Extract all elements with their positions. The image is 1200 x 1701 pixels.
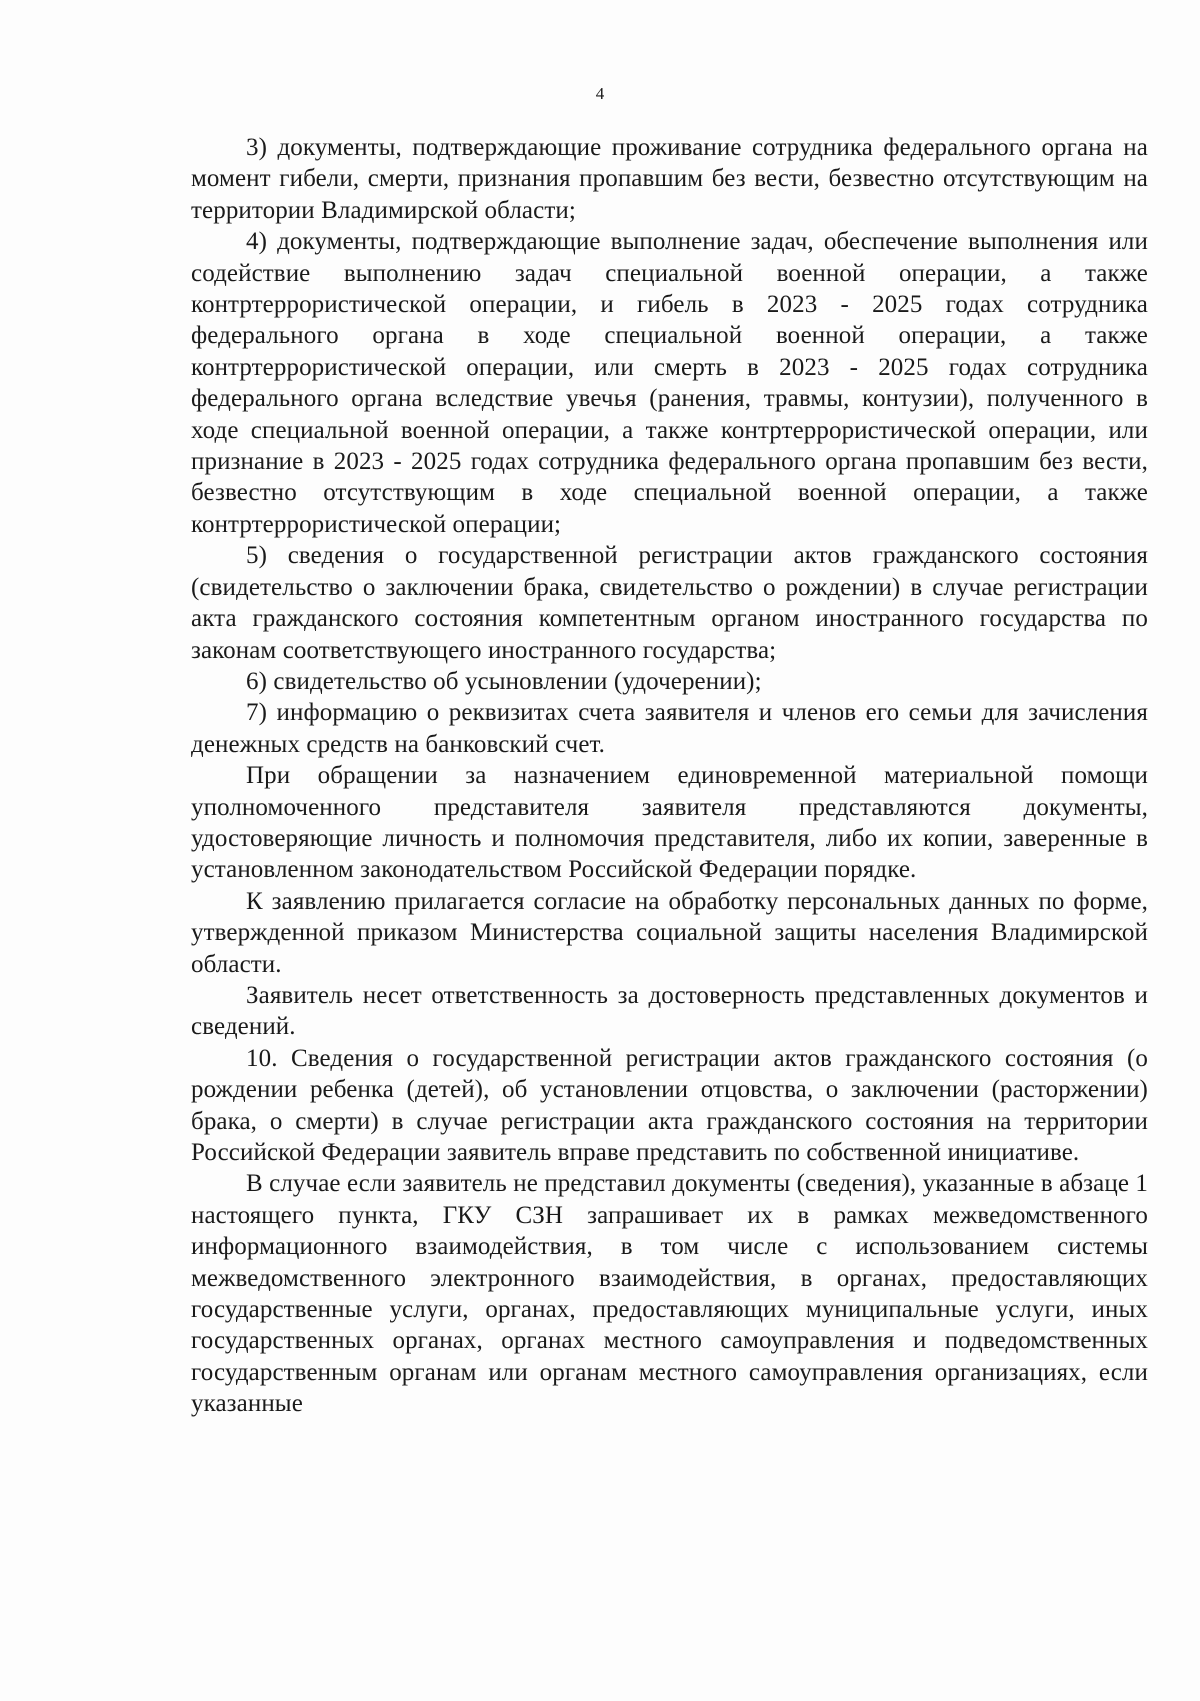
list-item-5: 5) сведения о государственной регистрации актов гражданского состояния (свидетельство о заключении брака, свидетельство о рождении) в случае регистрации акта гражданского состояния компетентным органом иностранного государства по законам соответствующего иностранного государства; bbox=[191, 542, 1148, 664]
document-body bbox=[191, 132, 1148, 1420]
consent-paragraph: К заявлению прилагается согласие на обработку персональных данных по форме, утвержденной приказом Министерства социальной защиты населения Владимирской области. bbox=[191, 887, 1148, 978]
list-item-7: 7) информацию о реквизитах счета заявителя и членов его семьи для зачисления денежных средств на банковский счет. bbox=[191, 699, 1148, 758]
section-10-paragraph: 10. Сведения о государственной регистрации актов гражданского состояния (о рождении ребенка (детей), об установлении отцовства, о заключении (расторжении) брака, о смерти) в случае регистрации акта гражданского состояния на территории Российской Федерации заявитель вправе представить по собственной инициативе. bbox=[191, 1044, 1148, 1166]
responsibility-paragraph: Заявитель несет ответственность за достоверность представленных документов и сведений. bbox=[191, 981, 1148, 1041]
page-number: 4 bbox=[595, 84, 605, 103]
representative-paragraph: При обращении за назначением единовременной материальной помощи уполномоченного представителя заявителя представляются документы, удостоверяющие личность и полномочия представителя, либо их копии, заверенные в установленном законодательством Российской Федерации порядке. bbox=[191, 762, 1148, 884]
list-item-3: 3) документы, подтверждающие проживание сотрудника федерального органа на момент гибели, смерти, признания пропавшим без вести, безвестно отсутствующим на территории Владимирской области; bbox=[191, 134, 1148, 224]
list-item-6: 6) свидетельство об усыновлении (удочерении); bbox=[246, 667, 762, 695]
list-item-4: 4) документы, подтверждающие выполнение задач, обеспечение выполнения или содействие выполнению задач специальной военной операции, а также контртеррористической операции, и гибель в 2023 - 2025 годах сотрудника федерального органа в ходе специальной военной операции, а также контртеррористической операции, или смерть в 2023 - 2025 годах сотрудника федерального органа вследствие увечья (ранения, травмы, контузии), полученного в ходе специальной военной операции, а также контртеррористической операции, или признание в 2023 - 2025 годах сотрудника федерального органа пропавшим без вести, безвестно отсутствующим в ходе специальной военной операции, а также контртеррористической операции; bbox=[191, 228, 1148, 538]
interagency-request-paragraph: В случае если заявитель не представил документы (сведения), указанные в абзаце 1 настоящего пункта, ГКУ СЗН запрашивает их в рамках межведомственного информационного взаимодействия, в том числе с использованием системы межведомственного электронного взаимодействия, в органах, предоставляющих государственные услуги, органах, предоставляющих муниципальные услуги, иных государственных органах, органах местного самоуправления и подведомственных государственным органам или органам местного самоуправления организациях, если указанные bbox=[191, 1170, 1148, 1418]
